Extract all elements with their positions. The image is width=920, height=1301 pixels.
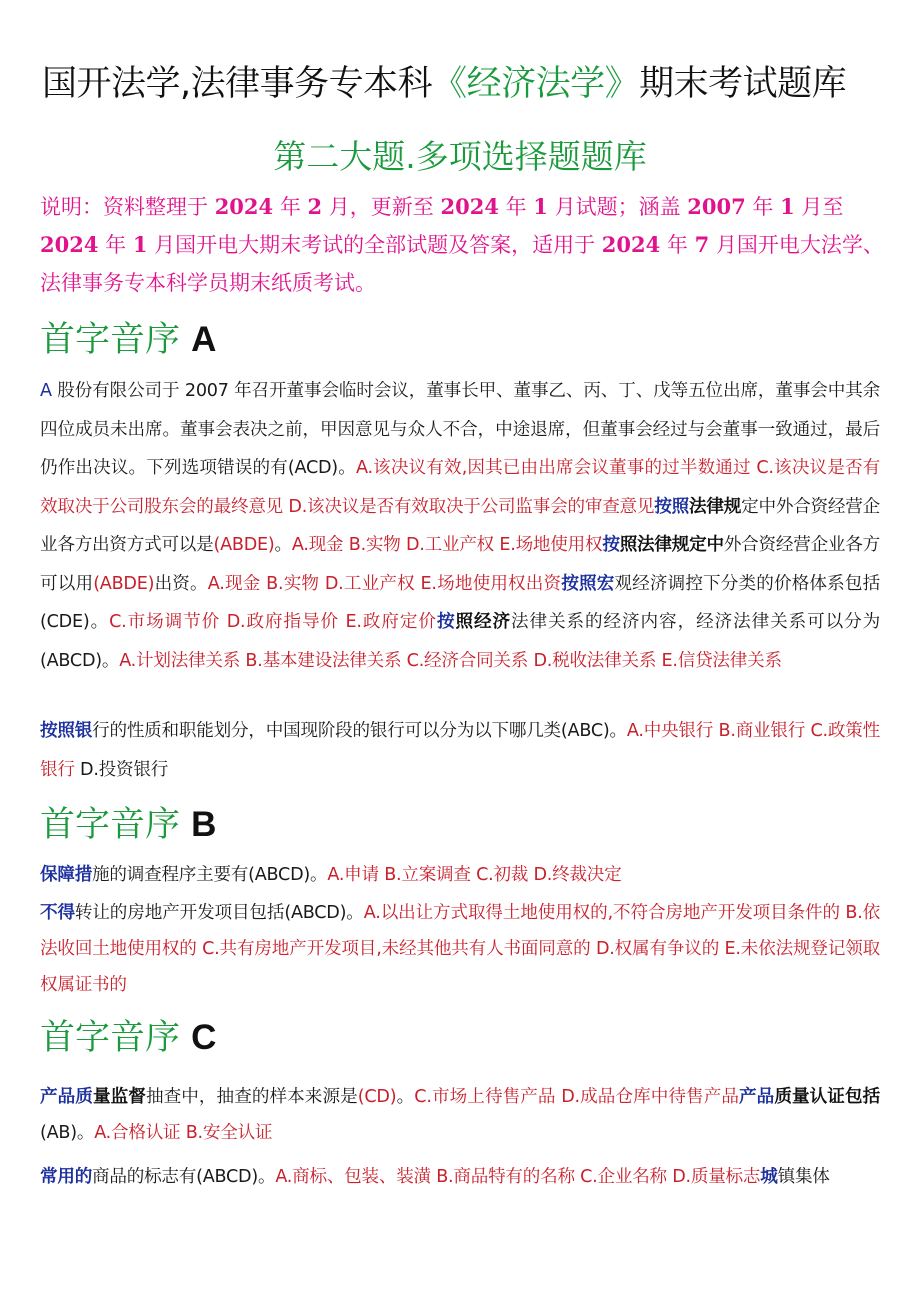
keyword: 不得 [40,903,75,923]
title-prefix: 国开法学,法律事务专本科 [42,64,433,104]
question-text: 外合资经营企业各方可以用 [40,535,880,594]
section-subtitle: 第二大题.多项选择题题库 [273,137,647,176]
note-number: 2024 [214,194,274,219]
note-number: 1 [132,232,148,257]
heading-text: 首字音序 [40,1018,181,1058]
note-text: 月国开电大法学、法律事务专本科学员期末纸质考试。 [40,233,884,295]
heading-letter: C [191,1018,217,1057]
answer-text: A.申请 B.立案调查 C.初裁 D.终裁决定 [327,865,622,885]
question-text: 观经济调控下分类的价格体系包括(CDE)。 [40,573,880,632]
answer-text: A.计划法律关系 B.基本建设法律关系 C.经济合同关系 D.税收法律关系 E.信贷法律关系 [119,650,782,671]
description-note [40,188,885,302]
question-block-a2 [40,712,880,789]
keyword: 城 [760,1167,778,1187]
note-number: 7 [694,232,710,257]
note-text: 年 [745,195,781,219]
keyword: 产品 [739,1087,775,1107]
keyword-bold: 法律规 [689,496,742,517]
keyword: 常用的 [40,1167,93,1187]
answer-text: A.商标、包装、装潢 B.商品特有的名称 C.企业名称 D.质量标志 [275,1167,761,1187]
question-block-b1 [40,857,880,893]
question-text: 行的性质和职能划分，中国现阶段的银行可以分为以下哪几类(ABC)。 [92,721,627,741]
note-number: 2024 [601,232,661,257]
keyword: 按照宏 [561,573,615,594]
question-block-b2 [40,895,880,1003]
heading-text: 首字音序 [40,805,181,845]
question-text: 镇集体 [777,1167,830,1187]
keyword: 按 [436,612,456,632]
answer-text: A.现金 B.实物 D.工业产权 E.场地使用权 [291,535,603,555]
note-number: 1 [780,194,795,219]
keyword: 产品质 [40,1087,93,1107]
answer-text-plain: D.投资银行 [74,759,169,780]
note-text: 月试题；涵盖 [547,195,688,219]
keyword: A [40,381,52,401]
title-course: 《经济法学》 [432,64,640,104]
question-text: 商品的标志有(ABCD)。 [92,1167,276,1187]
heading-letter: A [191,320,217,359]
keyword: 按照银 [40,721,93,741]
note-text: 年 [273,195,308,219]
answer-text: C.市场上待售产品 D.成品仓库中待售产品 [414,1087,740,1107]
question-text: 抽查中，抽查的样本来源是 [145,1087,358,1107]
note-number: 2 [307,194,323,219]
question-text: 施的调查程序主要有(ABCD)。 [92,865,328,885]
note-number: 1 [533,194,548,219]
question-text: 。 [274,535,292,555]
keyword-bold: 量监督 [92,1087,146,1107]
question-text: 定中外合资经营企业各方出资方式可以是 [40,496,880,555]
keyword: 按 [602,535,620,555]
keyword: 按照 [654,496,690,517]
keyword-bold: 照法律规定中 [619,535,724,555]
section-heading-a [40,318,216,362]
answer-code: (CD) [357,1087,397,1107]
answer-text: A.中央银行 B.商业银行 C.政策性银行 [40,721,880,780]
question-block-c1 [40,1079,880,1151]
question-text: 股份有限公司于 2007 年召开董事会临时会议，董事长甲、董事乙、丙、丁、戊等五位出席，董事会中其余四位成员未出席。董事会表决之前，甲因意见与众人不合，中途退席，但董事会经过与会董事一致通过，最后仍作出决议。下列选项错误的有(ACD)。 [40,381,880,478]
answer-text: C.市场调节价 D.政府指导价 E.政府定价 [109,612,437,632]
question-block-c2 [40,1159,880,1195]
answer-text: A.该决议有效,因其已由出席会议董事的过半数通过 C.该决议是否有效取决于公司股东会的最终意见 D.该决议是否有效取决于公司监事会的审查意见 [40,458,880,517]
title-suffix: 期末考试题库 [639,64,847,104]
section-heading-b [40,803,216,847]
question-text: 法律关系的经济内容，经济法律关系可以分为(ABCD)。 [40,612,880,671]
answer-text: A.合格认证 B.安全认证 [94,1123,273,1143]
keyword-bold: 质量认证包括 [774,1087,880,1107]
note-text: 年 [498,195,534,219]
question-block-a1 [40,372,880,680]
keyword-bold: 照经济 [455,612,511,632]
answer-text: A.现金 B.实物 D.工业产权 E.场地使用权出资 [207,573,562,594]
heading-letter: B [191,805,217,844]
note-text: 月国开电大期末考试的全部试题及答案，适用于 [147,233,602,257]
note-number: 2024 [40,232,99,257]
note-number: 2024 [440,194,499,219]
answer-code: (ABDE) [93,573,155,594]
question-text: 转让的房地产开发项目包括(ABCD)。 [74,903,364,923]
note-text: 月至 [794,195,844,219]
question-text: 。 [396,1087,415,1107]
note-text: 说明：资料整理于 [40,195,215,219]
answer-code: (ABDE) [213,535,275,555]
note-number: 2007 [687,194,746,219]
note-text: 年 [98,233,133,257]
question-text: (AB)。 [40,1123,95,1143]
keyword: 保障措 [40,865,93,885]
note-text: 月，更新至 [322,195,441,219]
note-text: 年 [660,233,695,257]
question-text: 出资。 [154,573,208,594]
section-heading-c [40,1016,216,1060]
heading-text: 首字音序 [40,320,181,360]
answer-text: A.以出让方式取得土地使用权的,不符合房地产开发项目条件的 B.依法收回土地使用权的 C.共有房地产开发项目,未经其他共有人书面同意的 D.权属有争议的 E.未依法规登记领取权属证书的 [40,903,880,995]
document-title [42,60,902,108]
